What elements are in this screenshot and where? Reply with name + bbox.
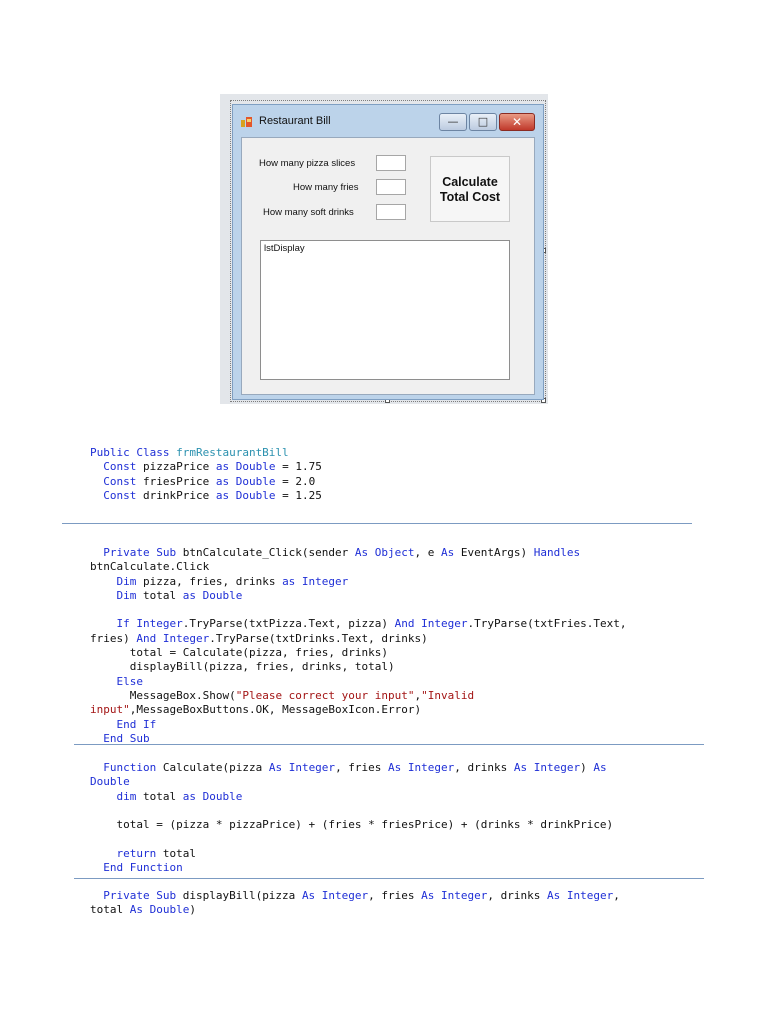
code-text: , drinks: [487, 889, 547, 902]
code-text: friesPrice: [142, 474, 216, 488]
code-keyword: As Double: [129, 903, 190, 917]
code-text: drinkPrice: [142, 488, 216, 502]
drinks-label: How many soft drinks: [263, 207, 354, 218]
code-text: total: [162, 846, 196, 860]
code-text: , fries: [368, 889, 422, 902]
code-line: [90, 475, 315, 488]
code-text: ,: [414, 688, 422, 702]
calculate-button-line1: Calculate: [442, 175, 498, 189]
code-text: total: [142, 588, 183, 602]
window-title: Restaurant Bill: [259, 115, 331, 127]
code-text: pizza, fries, drinks: [142, 574, 283, 588]
code-block-display-bill: [90, 889, 620, 918]
code-keyword: Handles: [533, 546, 581, 559]
code-keyword: End If: [90, 717, 157, 731]
code-string: "Invalid: [421, 688, 475, 702]
code-line: [90, 632, 428, 645]
code-text: Calculate(pizza: [162, 761, 269, 774]
code-line: [90, 646, 388, 659]
section-divider: [74, 744, 704, 745]
code-keyword: As Integer: [388, 761, 455, 774]
code-line: [90, 617, 626, 630]
section-divider: [74, 878, 704, 879]
code-keyword: as Integer: [282, 574, 349, 588]
code-line: [90, 675, 143, 688]
code-keyword: Const: [90, 488, 143, 502]
code-keyword: Double: [90, 775, 130, 789]
display-listbox[interactable]: [260, 240, 510, 380]
code-string: "Please correct your input": [235, 688, 415, 702]
maximize-icon: □: [477, 115, 489, 128]
code-keyword: Const: [90, 474, 143, 488]
code-line: [90, 575, 348, 588]
close-icon: ✕: [511, 115, 523, 129]
code-line: [90, 889, 620, 902]
code-line: [90, 847, 196, 860]
code-type: frmRestaurantBill: [176, 446, 289, 459]
code-keyword: Public Class: [90, 446, 177, 459]
pizza-input[interactable]: [376, 155, 406, 171]
code-text: , drinks: [454, 761, 514, 774]
code-keyword: as Double: [182, 588, 243, 602]
section-divider: [62, 523, 692, 524]
code-keyword: And Integer: [136, 631, 210, 645]
code-text: ,MessageBoxButtons.OK, MessageBoxIcon.Error): [129, 703, 422, 717]
fries-label: How many fries: [293, 182, 359, 193]
code-keyword: End Sub: [90, 731, 150, 745]
code-text: ,: [613, 889, 620, 902]
code-text: , e: [414, 546, 442, 559]
code-keyword: Dim: [90, 574, 143, 588]
code-keyword: End Function: [90, 861, 183, 875]
code-keyword: As: [593, 761, 607, 774]
code-keyword: Private Sub: [90, 546, 183, 559]
code-text: btnCalculate.Click: [90, 560, 210, 574]
form-client-area: [241, 137, 535, 395]
code-keyword: as Double: [215, 474, 276, 488]
code-line: [90, 446, 289, 459]
app-icon: [241, 117, 253, 127]
code-text: displayBill(pizza: [182, 889, 302, 902]
minimize-icon: —: [447, 115, 459, 128]
code-keyword: As: [441, 546, 461, 559]
code-line: [90, 703, 421, 716]
code-text: = 1.75: [275, 460, 322, 474]
code-line: [90, 689, 474, 702]
code-keyword: As Integer: [301, 889, 369, 902]
code-text: total = (pizza * pizzaPrice) + (fries * friesPrice) + (drinks * drinkPrice): [90, 818, 614, 832]
code-block-calculate-function: [90, 761, 613, 875]
code-keyword: As Object: [354, 546, 415, 559]
code-text: pizzaPrice: [142, 460, 216, 474]
code-keyword: And Integer: [394, 617, 468, 631]
code-line: [90, 546, 580, 559]
code-line: [90, 660, 395, 673]
code-text: total: [90, 903, 130, 917]
code-keyword: return: [90, 846, 163, 860]
code-text: = 1.25: [275, 488, 322, 502]
title-bar[interactable]: [233, 105, 543, 137]
code-keyword: as Double: [182, 789, 243, 803]
code-keyword: Private Sub: [90, 889, 183, 902]
code-text: btnCalculate_Click(sender: [182, 546, 355, 559]
code-text: = 2.0: [275, 474, 316, 488]
code-keyword: If Integer: [90, 617, 183, 631]
code-text: .TryParse(txtDrinks.Text, drinks): [209, 631, 428, 645]
close-button[interactable]: [499, 113, 535, 131]
code-text: total = Calculate(pizza, fries, drinks): [90, 646, 389, 660]
maximize-button[interactable]: [469, 113, 497, 131]
code-text: total: [142, 789, 183, 803]
calculate-button[interactable]: [430, 156, 510, 222]
code-keyword: As Integer: [547, 889, 614, 902]
code-line: [90, 560, 209, 573]
code-keyword: Const: [90, 460, 143, 474]
code-keyword: Dim: [90, 588, 143, 602]
code-line: [90, 761, 607, 774]
code-text: .TryParse(txtFries.Text,: [467, 617, 627, 631]
code-keyword: Function: [90, 761, 163, 774]
fries-input[interactable]: [376, 179, 406, 195]
code-line: [90, 903, 196, 916]
code-text: ): [580, 761, 594, 774]
code-keyword: as Double: [215, 460, 276, 474]
code-line: [90, 775, 130, 788]
code-text: MessageBox.Show(: [90, 688, 236, 702]
code-line: [90, 489, 322, 502]
code-block-calculate-click: [90, 546, 626, 746]
code-line: [90, 790, 242, 803]
code-block-class-declaration: [90, 446, 322, 503]
code-line: [90, 718, 156, 731]
minimize-button[interactable]: [439, 113, 467, 131]
calculate-button-line2: Total Cost: [439, 190, 501, 204]
code-string: input": [90, 703, 130, 717]
code-line: [90, 460, 322, 473]
code-text: EventArgs): [460, 546, 534, 559]
code-keyword: Else: [90, 674, 143, 688]
code-line: [90, 818, 613, 831]
pizza-label: How many pizza slices: [259, 158, 356, 169]
code-text: ): [189, 903, 196, 917]
code-text: .TryParse(txtPizza.Text, pizza): [182, 617, 395, 631]
code-keyword: as Double: [215, 488, 276, 502]
code-line: [90, 861, 183, 874]
code-keyword: As Integer: [268, 761, 336, 774]
restaurant-bill-window: [232, 104, 544, 400]
code-line: [90, 589, 242, 602]
drinks-input[interactable]: [376, 204, 406, 220]
code-text: fries): [90, 631, 137, 645]
code-keyword: As Integer: [513, 761, 581, 774]
code-text: displayBill(pizza, fries, drinks, total): [90, 660, 395, 674]
code-keyword: As Integer: [421, 889, 488, 902]
code-text: , fries: [335, 761, 389, 774]
code-keyword: dim: [90, 789, 143, 803]
code-line: [90, 732, 150, 745]
listbox-item: lstDisplay: [264, 243, 305, 254]
